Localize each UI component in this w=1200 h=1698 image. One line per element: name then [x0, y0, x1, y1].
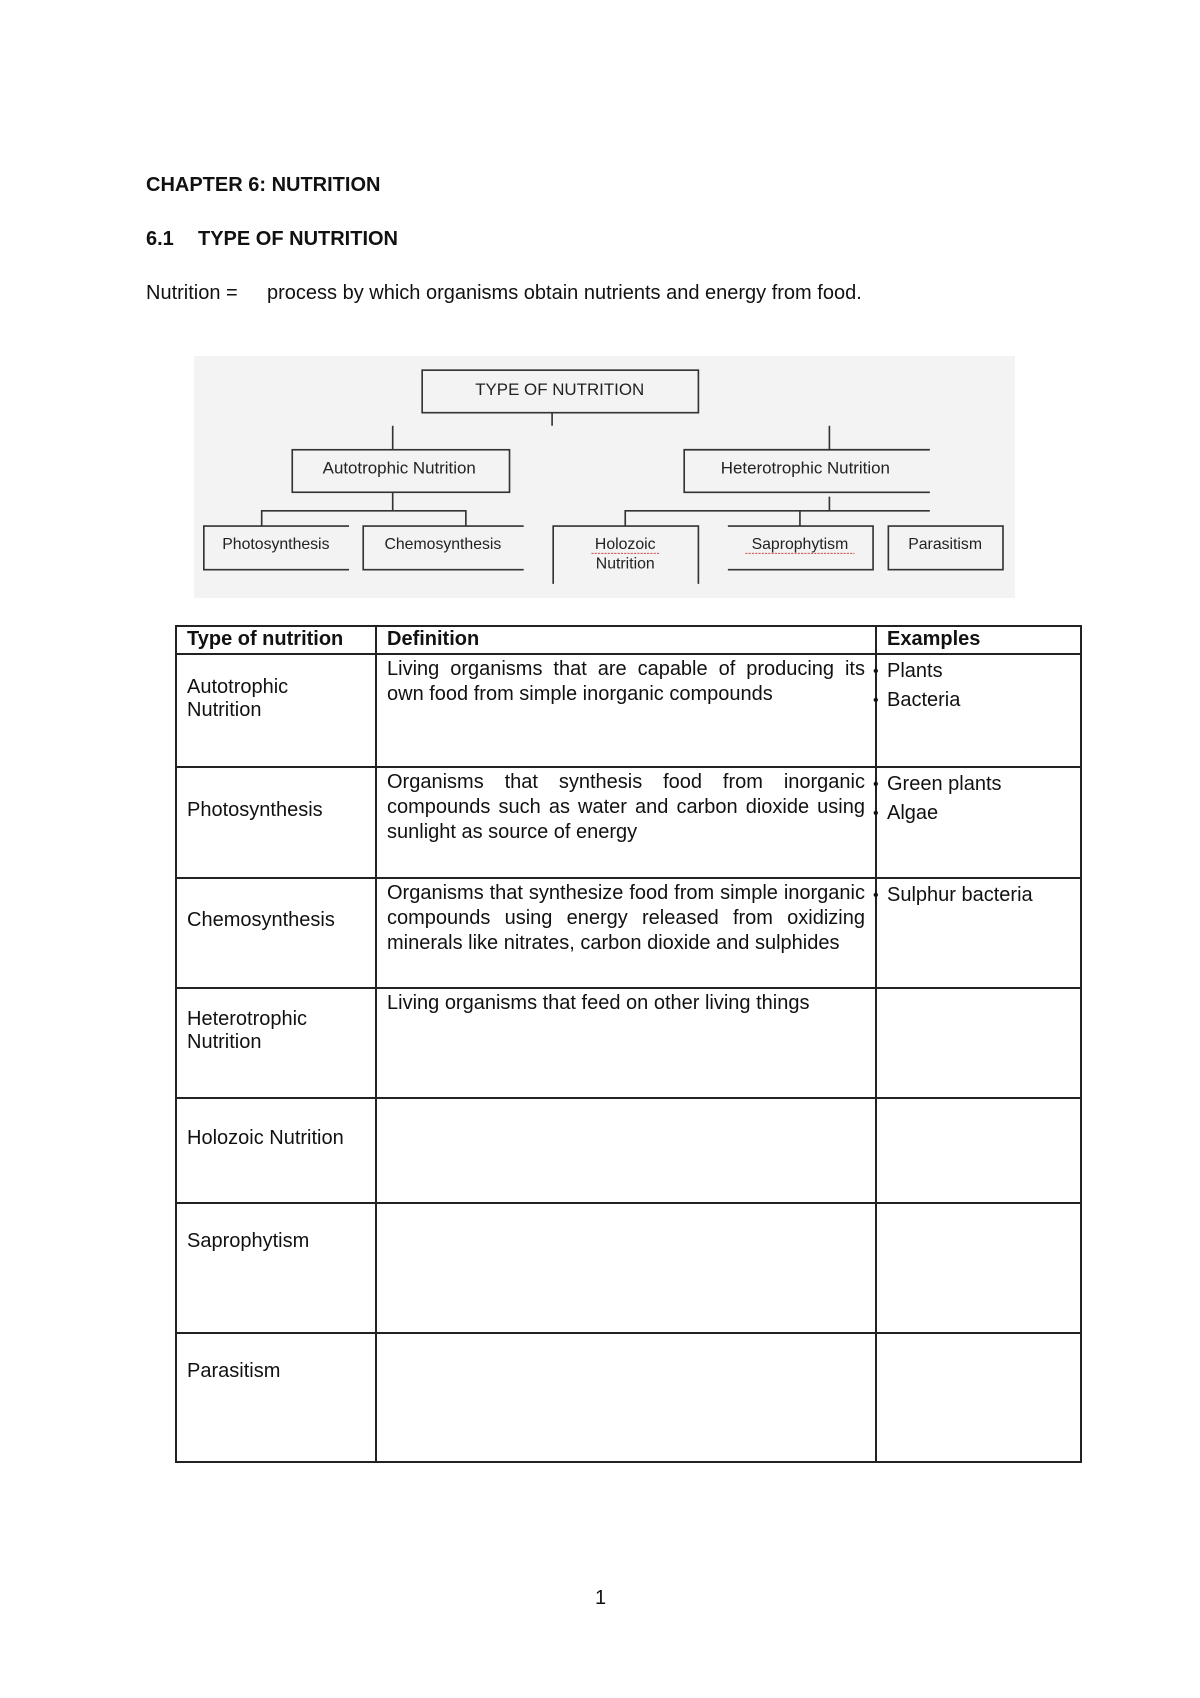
- row-definition: [376, 1203, 876, 1333]
- row-examples: [876, 988, 1081, 1098]
- row-examples: [873, 767, 1081, 878]
- header-type: Type of nutrition: [176, 626, 376, 654]
- row-type: Parasitism: [187, 1360, 281, 1382]
- diagram-holozoic-line1: Holozoic: [594, 535, 656, 553]
- section-number: 6.1: [146, 228, 174, 250]
- example-item: Plants: [887, 660, 943, 682]
- row-definition: Living organisms that feed on other living things: [376, 988, 876, 1098]
- table-row: [176, 767, 1081, 878]
- definition-text: process by which organisms obtain nutrients and energy from food.: [267, 282, 862, 304]
- row-definition: Living organisms that are capable of producing its own food from simple inorganic compounds: [376, 654, 876, 767]
- diagram-holozoic-line2: Nutrition: [595, 555, 655, 573]
- table-header-row: [176, 626, 1081, 654]
- row-type: Autotrophic Nutrition: [187, 675, 289, 721]
- row-definition: [376, 1098, 876, 1203]
- nutrition-type-diagram: [194, 356, 1015, 598]
- row-examples: [873, 654, 1081, 767]
- table-row: [176, 1203, 1081, 1333]
- row-examples: [876, 1333, 1081, 1462]
- diagram-chemosynthesis: Chemosynthesis: [384, 535, 502, 553]
- row-examples: [876, 1203, 1081, 1333]
- header-examples: Examples: [876, 626, 1081, 654]
- bullet-icon: •: [873, 692, 879, 709]
- row-definition: [376, 1333, 876, 1462]
- section-title: TYPE OF NUTRITION: [198, 228, 398, 250]
- row-definition: Organisms that synthesize food from simple inorganic compounds using energy released from oxidizing minerals like nitrates, carbon dioxide and sulphides: [376, 878, 876, 988]
- table-row: [176, 988, 1081, 1098]
- header-definition: Definition: [376, 626, 876, 654]
- row-type: Saprophytism: [187, 1230, 310, 1252]
- chapter-title: CHAPTER 6: NUTRITION: [146, 174, 381, 196]
- table-row: [176, 654, 1081, 767]
- diagram-root: TYPE OF NUTRITION: [475, 380, 645, 400]
- definition-term: Nutrition =: [146, 282, 238, 304]
- bullet-icon: •: [873, 805, 879, 822]
- row-type: Chemosynthesis: [187, 909, 335, 931]
- example-item: Algae: [887, 802, 939, 824]
- diagram-autotrophic: Autotrophic Nutrition: [322, 458, 476, 478]
- diagram-saprophytism: Saprophytism: [751, 535, 849, 553]
- diagram-heterotrophic: Heterotrophic Nutrition: [720, 458, 890, 478]
- row-type: Holozoic Nutrition: [187, 1126, 344, 1149]
- nutrition-definition: [146, 282, 862, 305]
- bullet-icon: •: [873, 887, 879, 904]
- table-row: [176, 1333, 1081, 1462]
- example-item: Bacteria: [887, 689, 961, 711]
- table-row: [176, 878, 1081, 988]
- row-examples: [873, 878, 1081, 988]
- diagram-photosynthesis: Photosynthesis: [222, 535, 330, 553]
- section-heading: [146, 228, 398, 251]
- example-item: Green plants: [887, 773, 1002, 795]
- table-row: [176, 1098, 1081, 1203]
- diagram-parasitism: Parasitism: [908, 535, 983, 553]
- nutrition-table: [175, 625, 1082, 1463]
- bullet-icon: •: [873, 663, 879, 680]
- row-type: Photosynthesis: [187, 798, 323, 821]
- page-number: 1: [595, 1587, 607, 1609]
- bullet-icon: •: [873, 776, 879, 793]
- row-type: Heterotrophic Nutrition: [187, 1008, 308, 1053]
- row-definition: Organisms that synthesis food from inorganic compounds such as water and carbon dioxide using sunlight as source of energy: [376, 767, 876, 878]
- example-item: Sulphur bacteria: [887, 884, 1033, 906]
- row-examples: [876, 1098, 1081, 1203]
